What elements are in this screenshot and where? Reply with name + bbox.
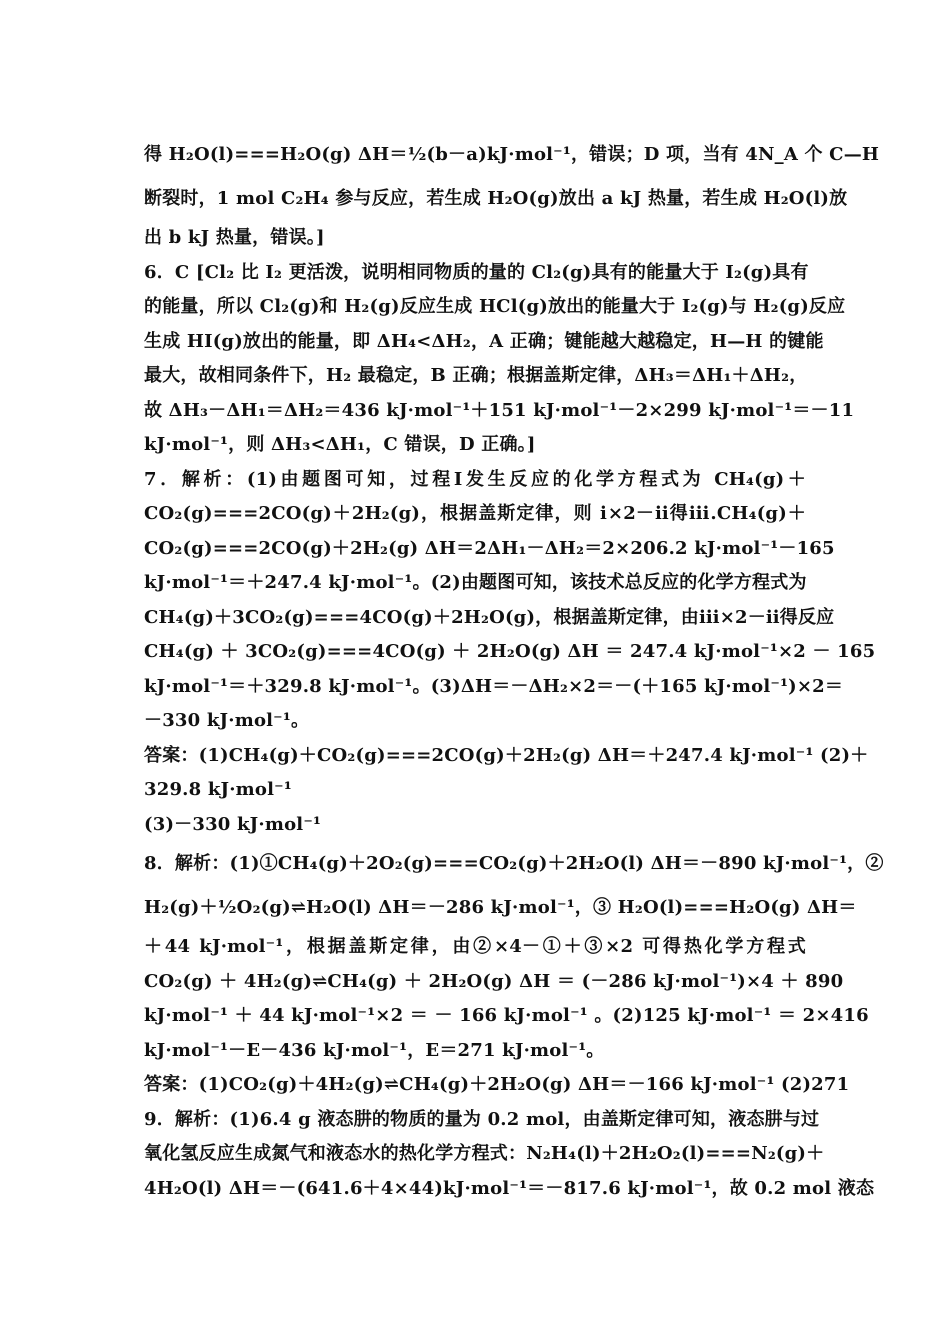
text-line: CO₂(g)===2CO(g)＋2H₂(g)，根据盖斯定律，则 ⅰ×2－ⅱ得ⅲ.CH₄(g)＋ [144, 503, 806, 524]
text-line: 的能量，所以 Cl₂(g)和 H₂(g)反应生成 HCl(g)放出的能量大于 I₂(g)与 H₂(g)反应 [144, 296, 846, 317]
text-line: kJ·mol⁻¹－E－436 kJ·mol⁻¹，E＝271 kJ·mol⁻¹。 [144, 1039, 605, 1061]
text-line: 得 H₂O(l)===H₂O(g) ΔH＝½(b－a)kJ·mol⁻¹，错误；D 项，当有 4N_A 个 C—H [144, 144, 880, 165]
text-line: kJ·mol⁻¹，则 ΔH₃<ΔH₁，C 错误，D 正确。] [144, 434, 536, 455]
text-line: 6．C [Cl₂ 比 I₂ 更活泼，说明相同物质的量的 Cl₂(g)具有的能量大于 I₂(g)具有 [144, 261, 809, 283]
text-line: CH₄(g) ＋ 3CO₂(g)===4CO(g) ＋ 2H₂O(g) ΔH ＝ 247.4 kJ·mol⁻¹×2 － 165 [144, 641, 876, 662]
text-line: 9．解析：(1)6.4 g 液态肼的物质的量为 0.2 mol，由盖斯定律可知，液态肼与过 [144, 1108, 820, 1130]
text-line: 故 ΔH₃－ΔH₁＝ΔH₂＝436 kJ·mol⁻¹＋151 kJ·mol⁻¹－2×299 kJ·mol⁻¹＝－11 [144, 399, 855, 421]
text-line: kJ·mol⁻¹＝＋329.8 kJ·mol⁻¹。(3)ΔH＝－ΔH₂×2＝－(＋165 kJ·mol⁻¹)×2＝ [144, 675, 844, 697]
text-line: 最大，故相同条件下，H₂ 最稳定，B 正确；根据盖斯定律，ΔH₃＝ΔH₁＋ΔH₂， [144, 365, 808, 386]
text-line: kJ·mol⁻¹＝＋247.4 kJ·mol⁻¹。(2)由题图可知，该技术总反应的化学方程式为 [144, 572, 807, 593]
answer-line: 答案：(1)CH₄(g)＋CO₂(g)===2CO(g)＋2H₂(g) ΔH＝＋247.4 kJ·mol⁻¹ (2)＋ [144, 744, 869, 766]
text-line: 生成 HI(g)放出的能量，即 ΔH₄<ΔH₂，A 正确；键能越大越稳定，H—H 的键能 [144, 330, 824, 352]
text-line: H₂(g)＋½O₂(g)⇌H₂O(l) ΔH＝－286 kJ·mol⁻¹，③ H₂O(l)===H₂O(g) ΔH＝ [144, 897, 857, 918]
text-line: 7．解析：(1)由题图可知，过程Ⅰ发生反应的化学方程式为 CH₄(g)＋ [144, 468, 806, 490]
text-line: 4H₂O(l) ΔH＝－(641.6＋4×44)kJ·mol⁻¹＝－817.6 kJ·mol⁻¹，故 0.2 mol 液态 [144, 1177, 875, 1199]
text-line: －330 kJ·mol⁻¹。 [144, 710, 310, 731]
text-line: 氧化氢反应生成氮气和液态水的热化学方程式：N₂H₄(l)＋2H₂O₂(l)===N₂(g)＋ [144, 1143, 825, 1164]
text-line: 出 b kJ 热量，错误。] [144, 227, 325, 248]
text-line: CH₄(g)＋3CO₂(g)===4CO(g)＋2H₂O(g)，根据盖斯定律，由ⅲ×2－ⅱ得反应 [144, 606, 835, 628]
text-line: 断裂时，1 mol C₂H₄ 参与反应，若生成 H₂O(g)放出 a kJ 热量，若生成 H₂O(l)放 [144, 188, 848, 209]
text-line: kJ·mol⁻¹ ＋ 44 kJ·mol⁻¹×2 ＝ － 166 kJ·mol⁻¹ 。(2)125 kJ·mol⁻¹ ＝ 2×416 [144, 1005, 869, 1026]
answer-line: 答案：(1)CO₂(g)＋4H₂(g)⇌CH₄(g)＋2H₂O(g) ΔH＝－166 kJ·mol⁻¹ (2)271 [144, 1074, 850, 1095]
text-line: 8．解析：(1)①CH₄(g)＋2O₂(g)===CO₂(g)＋2H₂O(l) ΔH＝－890 kJ·mol⁻¹，② [144, 853, 884, 874]
answer-line: (3)－330 kJ·mol⁻¹ [144, 813, 322, 835]
text-line: CO₂(g)===2CO(g)＋2H₂(g) ΔH＝2ΔH₁－ΔH₂＝2×206.2 kJ·mol⁻¹－165 [144, 537, 835, 559]
text-line: CO₂(g) ＋ 4H₂(g)⇌CH₄(g) ＋ 2H₂O(g) ΔH ＝ (－286 kJ·mol⁻¹)×4 ＋ 890 [144, 970, 844, 992]
text-line: ＋44 kJ·mol⁻¹，根据盖斯定律，由②×4－①＋③×2 可得热化学方程式 [144, 936, 806, 957]
answer-line: 329.8 kJ·mol⁻¹ [144, 779, 292, 800]
